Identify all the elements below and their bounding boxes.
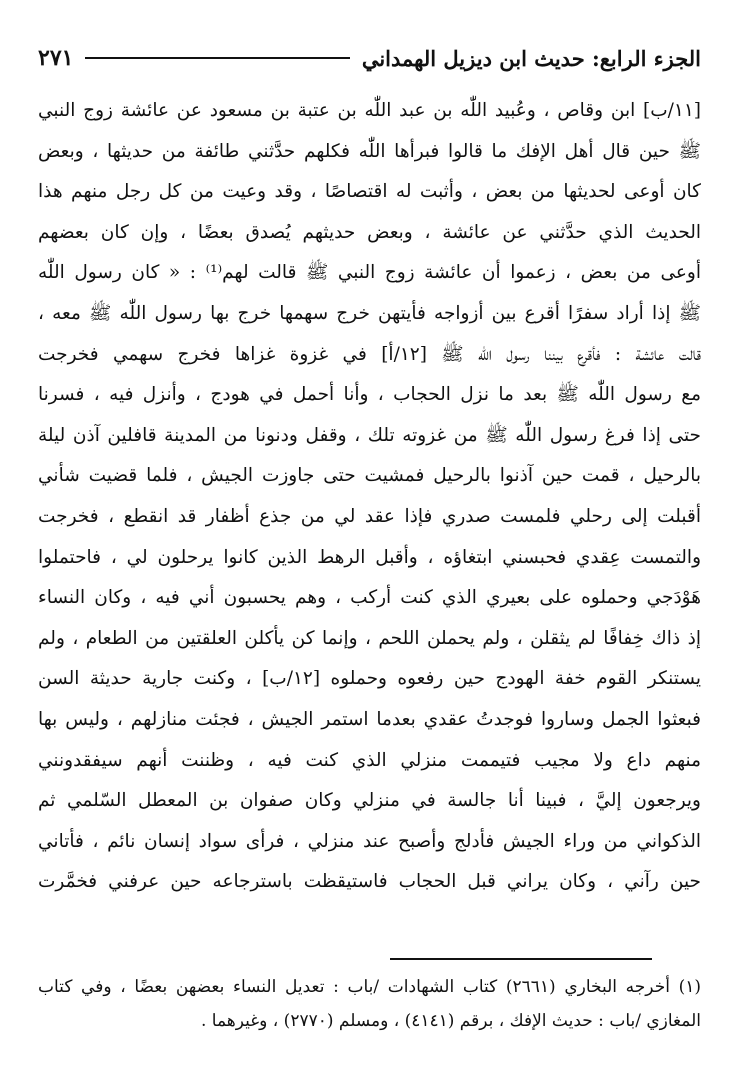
text-line: كان أوعى لحديثها من بعض ، وأثبت له اقتصاصًا ، وقد وعيت من كل رجل منهم هذا (38, 181, 701, 203)
text-line: هَوْدَجي وحملوه على بعيري الذي كنت أركب ، وهم يحسبون أني فيه ، وكان النساء (38, 587, 701, 609)
page-number: ٢٧١ (38, 45, 74, 71)
footnotes (38, 970, 701, 1038)
text-line: يستنكر القوم خفة الهودج حين رفعوه وحملوه [١٢/ب] ، وكنت جارية حديثة السن (38, 668, 701, 690)
footnote-line: (١) أخرجه البخاري (٢٦٦١) كتاب الشهادات /باب : تعديل النساء بعضهن بعضًا ، وفي كتاب (38, 977, 701, 997)
text-line: فبعثوا الجمل وساروا فوجدتُ عقدي بعدما استمر الجيش ، فجئت منازلهم ، وليس بها (38, 708, 701, 730)
text-line: أوعى من بعض ، زعموا أن عائشة زوج النبي ﷺ قالت لهم⁽¹⁾ : « كان رسول اللّٰه (38, 262, 701, 284)
text-line: الذكواني من وراء الجيش فأدلج وأصبح عند منزلي ، فرأى سواد إنسان نائم ، فأتاني (38, 830, 701, 852)
text-line: ﷺ حين قال أهل الإفك ما قالوا فبرأها اللّٰه فكلهم حدَّثني طائفة من حديثها ، وبعض (38, 140, 701, 162)
text-line: بالرحيل ، قمت حين آذنوا بالرحيل فمشيت حتى جاوزت الجيش ، فلما قضيت شأني (38, 465, 701, 487)
text-line: منهم داع ولا مجيب فتيممت منزلي الذي كنت فيه ، وظننت أنهم سيفقدونني (38, 749, 701, 771)
main-text (38, 91, 701, 903)
text-line: ﷺ إذا أراد سفرًا أقرع بين أزواجه فأيتهن خرج سهمها خرج بها رسول اللّٰه ﷺ معه ، (38, 302, 701, 324)
text-line: الحديث الذي حدَّثني عن عائشة ، وبعض حديثهم يُصدق بعضًا ، وإن كان بعضهم (38, 221, 701, 243)
footnote-line: المغازي /باب : حديث الإفك ، برقم (٤١٤١) ، ومسلم (٢٧٧٠) ، وغيرهما . (200, 1011, 701, 1031)
header-rule (85, 57, 349, 59)
running-title: الجزء الرابع: حديث ابن ديزيل الهمداني (361, 45, 701, 71)
text-line: مع رسول اللّٰه ﷺ بعد ما نزل الحجاب ، وأنا أحمل في هودج ، وأنزل فيه ، فسرنا (38, 384, 701, 406)
page-header (38, 40, 701, 76)
text-line: حتى إذا فرغ رسول اللّٰه ﷺ من غزوته تلك ، وقفل ودنونا من المدينة قافلين آذن ليلة (38, 424, 701, 446)
text-line: [١١/ب] ابن وقاص ، وعُبيد اللّٰه بن عبد اللّٰه بن عتبة بن مسعود عن عائشة زوج النبي (38, 100, 701, 121)
text-line: قالت عائشة : فأقرع بيننا رسول اللّٰه ﷺ [١٢/أ] في غزوة غزاها فخرج سهمي فخرجت (38, 343, 701, 365)
text-line: أقبلت إلى رحلي فلمست صدري فإذا عقد لي من جذع أظفار قد انقطع ، فخرجت (38, 505, 701, 527)
text-line: إذ ذاك خِفافًا لم يثقلن ، ولم يحملن اللحم ، وإنما كن يأكلن العلقتين من الطعام ، ولم (38, 627, 701, 649)
text-line: حين رآني ، وكان يراني قبل الحجاب فاستيقظت باسترجاعه حين عرفني فخمَّرت (38, 871, 701, 893)
text-line: والتمست عِقدي فحبسني ابتغاؤه ، وأقبل الرهط الذين كانوا يرحلون لي ، فاحتملوا (38, 546, 701, 568)
footnote-rule (390, 958, 652, 960)
text-line: ويرجعون إليَّ ، فبينا أنا جالسة في منزلي وكان صفوان بن المعطل السّلمي ثم (38, 790, 701, 812)
